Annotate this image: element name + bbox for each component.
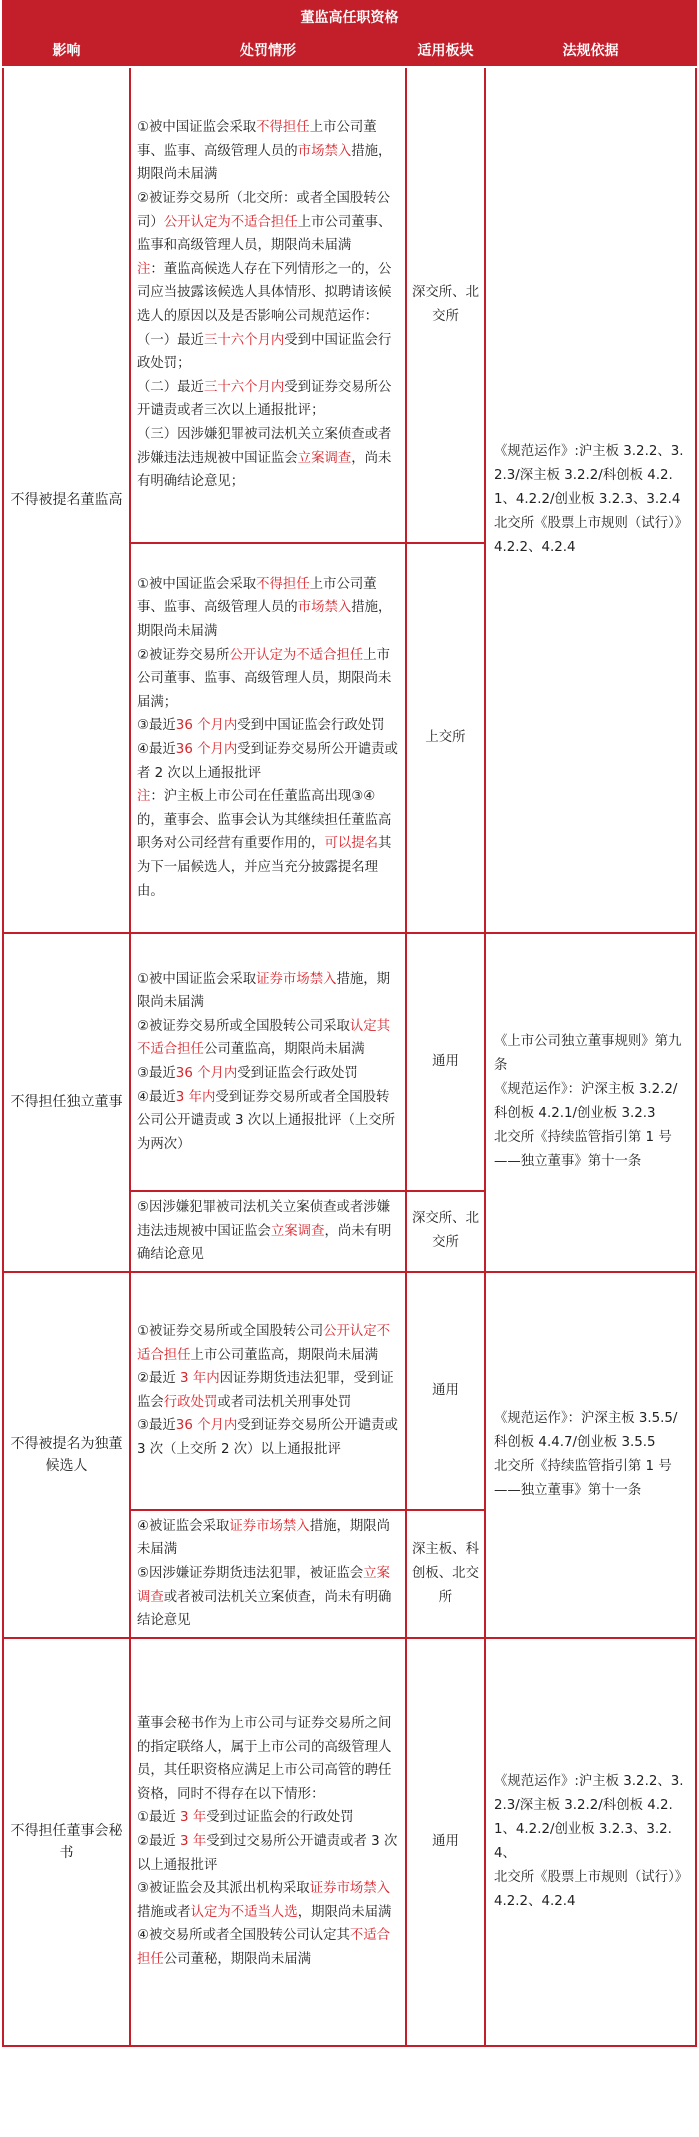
situation-text: 或者司法机关刑事处罚 [217, 1394, 352, 1410]
situation-text: ：沪主板上市公司在任董监高出现③④的，董事会、监事会认为其继续担任董监高职务对公司经营有重要作用的， [137, 789, 392, 852]
situation-text: ④被交易所或者全国股转公司认定其 [137, 1928, 350, 1944]
law-cell [485, 933, 696, 1272]
highlight-text: 认定为不适当人选 [190, 1904, 298, 1920]
section-row [3, 933, 696, 1191]
law-cell [485, 1272, 696, 1638]
situation-text: 受到过证监会的行政处罚 [206, 1810, 354, 1826]
highlight-text: 三十六个月内 [203, 332, 285, 348]
highlight-text: 36 个月内 [175, 718, 238, 734]
situation-text: ③最近 [137, 718, 176, 734]
situation-cell [130, 1191, 406, 1272]
situation-line [137, 1062, 399, 1086]
situation-line [137, 1320, 399, 1367]
highlight-text: 不得担任 [256, 120, 310, 136]
law-line: 北交所《持续监管指引第 1 号——独立董事》第十一条 [494, 1130, 672, 1170]
situation-text: ②最近 [137, 1371, 181, 1387]
board-cell: 通用 [406, 1272, 485, 1510]
header-row [3, 33, 696, 67]
highlight-text: 市场禁入 [297, 143, 352, 159]
situation-text: 受到证券交易所或者全国股转公司公开谴责或 3 次以上通报批评（上交所为两次） [137, 1089, 396, 1152]
situation-text: 或者被司法机关立案侦查，尚未有明确结论意见 [137, 1589, 392, 1629]
situation-text: ④最近 [137, 742, 176, 757]
situation-line [137, 1515, 399, 1562]
highlight-text: 36 个月内 [175, 742, 238, 757]
situation-line [137, 785, 399, 903]
situation-cell [130, 1510, 406, 1638]
situation-text: ⑤因涉嫌犯罪被司法机关立案侦查或者涉嫌违法违规被中国证监会 [137, 1200, 391, 1239]
situation-text: 措施，期限尚未届满 [137, 600, 392, 640]
highlight-text: 3 年 [180, 1833, 207, 1849]
situation-line [137, 738, 399, 785]
situation-text: （一）最近 [137, 332, 204, 348]
situation-text: ④最近 [137, 1089, 176, 1105]
situation-line [137, 644, 399, 715]
situation-line [137, 1562, 399, 1633]
law-line: 《上市公司独立董事规则》第九条 [494, 1034, 682, 1074]
situation-text: ②最近 [137, 1833, 181, 1849]
highlight-text: 公开认定为不适合担任 [229, 647, 364, 663]
title-row [3, 1, 696, 33]
law-line: 《规范运作》：沪深主板 3.5.5/科创板 4.4.7/创业板 3.5.5 [494, 1410, 678, 1450]
situation-text: 受到证券交易所公开谴责或者三次以上通报批评； [137, 379, 392, 419]
situation-line [137, 714, 399, 738]
situation-text: ，尚未有明确结论意见； [137, 450, 392, 490]
situation-text: 受到证券交易所公开谴责或 3 次（上交所 2 次）以上通报批评 [137, 1418, 398, 1457]
situation-line [137, 423, 399, 494]
qualification-table [2, 0, 697, 2047]
situation-text: ③最近 [137, 1066, 176, 1081]
highlight-text: 证券市场禁入 [229, 1518, 310, 1534]
situation-line [137, 258, 399, 329]
situation-line [137, 116, 399, 187]
situation-text: 受到证监会行政处罚 [237, 1066, 358, 1081]
situation-text: 上市公司董事、监事、高级管理人员，期限尚未届满； [137, 647, 392, 710]
situation-text: 措施，期限尚未届满 [137, 971, 391, 1011]
highlight-text: 证券市场禁入 [256, 971, 337, 987]
highlight-text: 行政处罚 [163, 1394, 218, 1410]
situation-text: ：董监高候选人存在下列情形之一的，公司应当披露该候选人具体情形、拟聘请该候选人的原因以及是否影响公司规范运作： [137, 261, 392, 324]
law-line: 北交所《股票上市规则（试行）》4.2.2、4.2.4 [494, 516, 682, 555]
situation-line [137, 376, 399, 423]
situation-text: 上市公司董事、监事、高级管理人员的 [137, 120, 377, 159]
highlight-text: 不适合担任 [137, 1928, 391, 1967]
situation-text: ①被中国证监会采取 [137, 971, 257, 987]
situation-text: ，尚未有明确结论意见 [137, 1223, 392, 1263]
highlight-text: 36 个月内 [175, 1418, 238, 1434]
header-situation: 处罚情形 [130, 33, 406, 67]
situation-cell [130, 1638, 406, 2046]
situation-line [137, 1924, 399, 1971]
highlight-text: 注 [137, 789, 151, 805]
situation-text: 上市公司董事、监事、高级管理人员的 [137, 576, 377, 616]
situation-text: ①被中国证监会采取 [137, 120, 257, 136]
situation-text: ①被中国证监会采取 [137, 576, 257, 592]
situation-text: ②被证券交易所（北交所：或者全国股转公司） [137, 191, 391, 230]
law-line: 北交所《股票上市规则（试行）》4.2.2、4.2.4 [494, 1869, 682, 1909]
law-cell [485, 1638, 696, 2046]
section-row [3, 1272, 696, 1510]
situation-line [137, 1712, 399, 1806]
situation-line [137, 1367, 399, 1414]
impact-cell: 不得被提名为独董候选人 [3, 1272, 130, 1638]
situation-line [137, 1196, 399, 1267]
law-cell [485, 67, 696, 933]
board-cell: 深交所、北交所 [406, 1191, 485, 1272]
situation-cell [130, 67, 406, 543]
impact-cell: 不得担任董事会秘书 [3, 1638, 130, 2046]
situation-text: ，期限尚未届满 [297, 1904, 392, 1920]
situation-text: ③最近 [137, 1418, 176, 1434]
section-row [3, 67, 696, 543]
situation-text: （二）最近 [137, 379, 204, 395]
header-impact: 影响 [3, 33, 130, 67]
highlight-text: 证券市场禁入 [309, 1881, 391, 1897]
highlight-text: 公开认定为不适合担任 [163, 214, 298, 230]
header-board: 适用板块 [406, 33, 485, 67]
situation-text: 公司董监高，期限尚未届满 [203, 1042, 365, 1058]
situation-text: ②被证券交易所 [137, 647, 230, 663]
situation-text: ③被证监会及其派出机构采取 [137, 1881, 310, 1897]
situation-line [137, 1414, 399, 1461]
situation-line [137, 1877, 399, 1924]
highlight-text: 立案调查 [270, 1223, 325, 1239]
situation-text: ①最近 [137, 1810, 181, 1826]
board-cell: 通用 [406, 933, 485, 1191]
situation-text: 措施，期限尚未届满 [137, 143, 392, 183]
board-cell: 深主板、科创板、北交所 [406, 1510, 485, 1638]
situation-text: 上市公司董监高，期限尚未届满 [190, 1347, 379, 1363]
situation-text: 受到中国证监会行政处罚； [137, 332, 392, 372]
board-cell: 深交所、北交所 [406, 67, 485, 543]
situation-line [137, 573, 399, 644]
highlight-text: 认定其不适合担任 [137, 1018, 391, 1058]
highlight-text: 3 年内 [180, 1371, 220, 1387]
highlight-text: 立案调查 [137, 1565, 391, 1605]
law-line: 《规范运作》:沪主板 3.2.2、3.2.3/深主板 3.2.2/科创板 4.2.1、4.2.2/创业板 3.2.3、3.2.4、 [494, 1773, 684, 1861]
board-cell: 上交所 [406, 543, 485, 933]
highlight-text: 三十六个月内 [203, 379, 285, 395]
situation-line [137, 1806, 399, 1830]
highlight-text: 公开认定不适合担任 [137, 1324, 391, 1363]
impact-cell: 不得担任独立董事 [3, 933, 130, 1272]
situation-line [137, 968, 399, 1015]
situation-line [137, 329, 399, 376]
table-body [3, 1, 696, 2046]
header-law: 法规依据 [485, 33, 696, 67]
situation-text: 公司董秘，期限尚未届满 [163, 1951, 312, 1967]
situation-text: 上市公司董事、监事和高级管理人员，期限尚未届满 [137, 214, 392, 254]
situation-text: 受到中国证监会行政处罚 [237, 718, 385, 734]
highlight-text: 不得担任 [256, 576, 310, 592]
highlight-text: 36 个月内 [175, 1066, 238, 1081]
situation-text: ①被证券交易所或全国股转公司 [137, 1324, 324, 1339]
situation-text: 因证券期货违法犯罪，受到证监会 [137, 1371, 394, 1410]
situation-text: ④被证监会采取 [137, 1518, 230, 1534]
highlight-text: 可以提名 [324, 836, 379, 852]
situation-cell [130, 543, 406, 933]
situation-line [137, 1086, 399, 1157]
highlight-text: 市场禁入 [297, 600, 352, 616]
situation-line [137, 1015, 399, 1062]
law-line: 《规范运作》:沪主板 3.2.2、3.2.3/深主板 3.2.2/科创板 4.2.1、4.2.2/创业板 3.2.3、3.2.4 [494, 444, 684, 507]
law-line: 北交所《持续监管指引第 1 号——独立董事》第十一条 [494, 1458, 672, 1498]
law-line: 《规范运作》：沪深主板 3.2.2/科创板 4.2.1/创业板 3.2.3 [494, 1082, 678, 1122]
highlight-text: 3 年内 [175, 1089, 216, 1105]
situation-text: （三）因涉嫌犯罪被司法机关立案侦查或者涉嫌违法违规被中国证监会 [137, 426, 392, 466]
impact-cell: 不得被提名董监高 [3, 67, 130, 933]
situation-text: ⑤因涉嫌证券期货违法犯罪，被证监会 [137, 1565, 364, 1581]
section-row [3, 1638, 696, 2046]
situation-cell [130, 933, 406, 1191]
situation-text: 其为下一届候选人，并应当充分披露提名理由。 [137, 836, 392, 899]
situation-text: 受到证券交易所公开谴责或者 2 次以上通报批评 [137, 742, 398, 781]
situation-text: ②被证券交易所或全国股转公司采取 [137, 1018, 350, 1034]
situation-cell [130, 1272, 406, 1510]
board-cell: 通用 [406, 1638, 485, 2046]
highlight-text: 注 [137, 261, 151, 277]
situation-text: 措施，期限尚未届满 [137, 1518, 391, 1558]
highlight-text: 3 年 [180, 1810, 207, 1826]
situation-text: 董事会秘书作为上市公司与证券交易所之间的指定联络人，属于上市公司的高级管理人员，其任职资格应满足上市公司高管的聘任资格，同时不得存在以下情形： [137, 1715, 392, 1802]
situation-line [137, 1830, 399, 1877]
table-title: 董监高任职资格 [3, 1, 696, 33]
highlight-text: 立案调查 [297, 450, 352, 466]
situation-text: 措施或者 [137, 1904, 191, 1920]
situation-line [137, 187, 399, 258]
situation-text: 受到过交易所公开谴责或者 3 次以上通报批评 [137, 1833, 398, 1873]
